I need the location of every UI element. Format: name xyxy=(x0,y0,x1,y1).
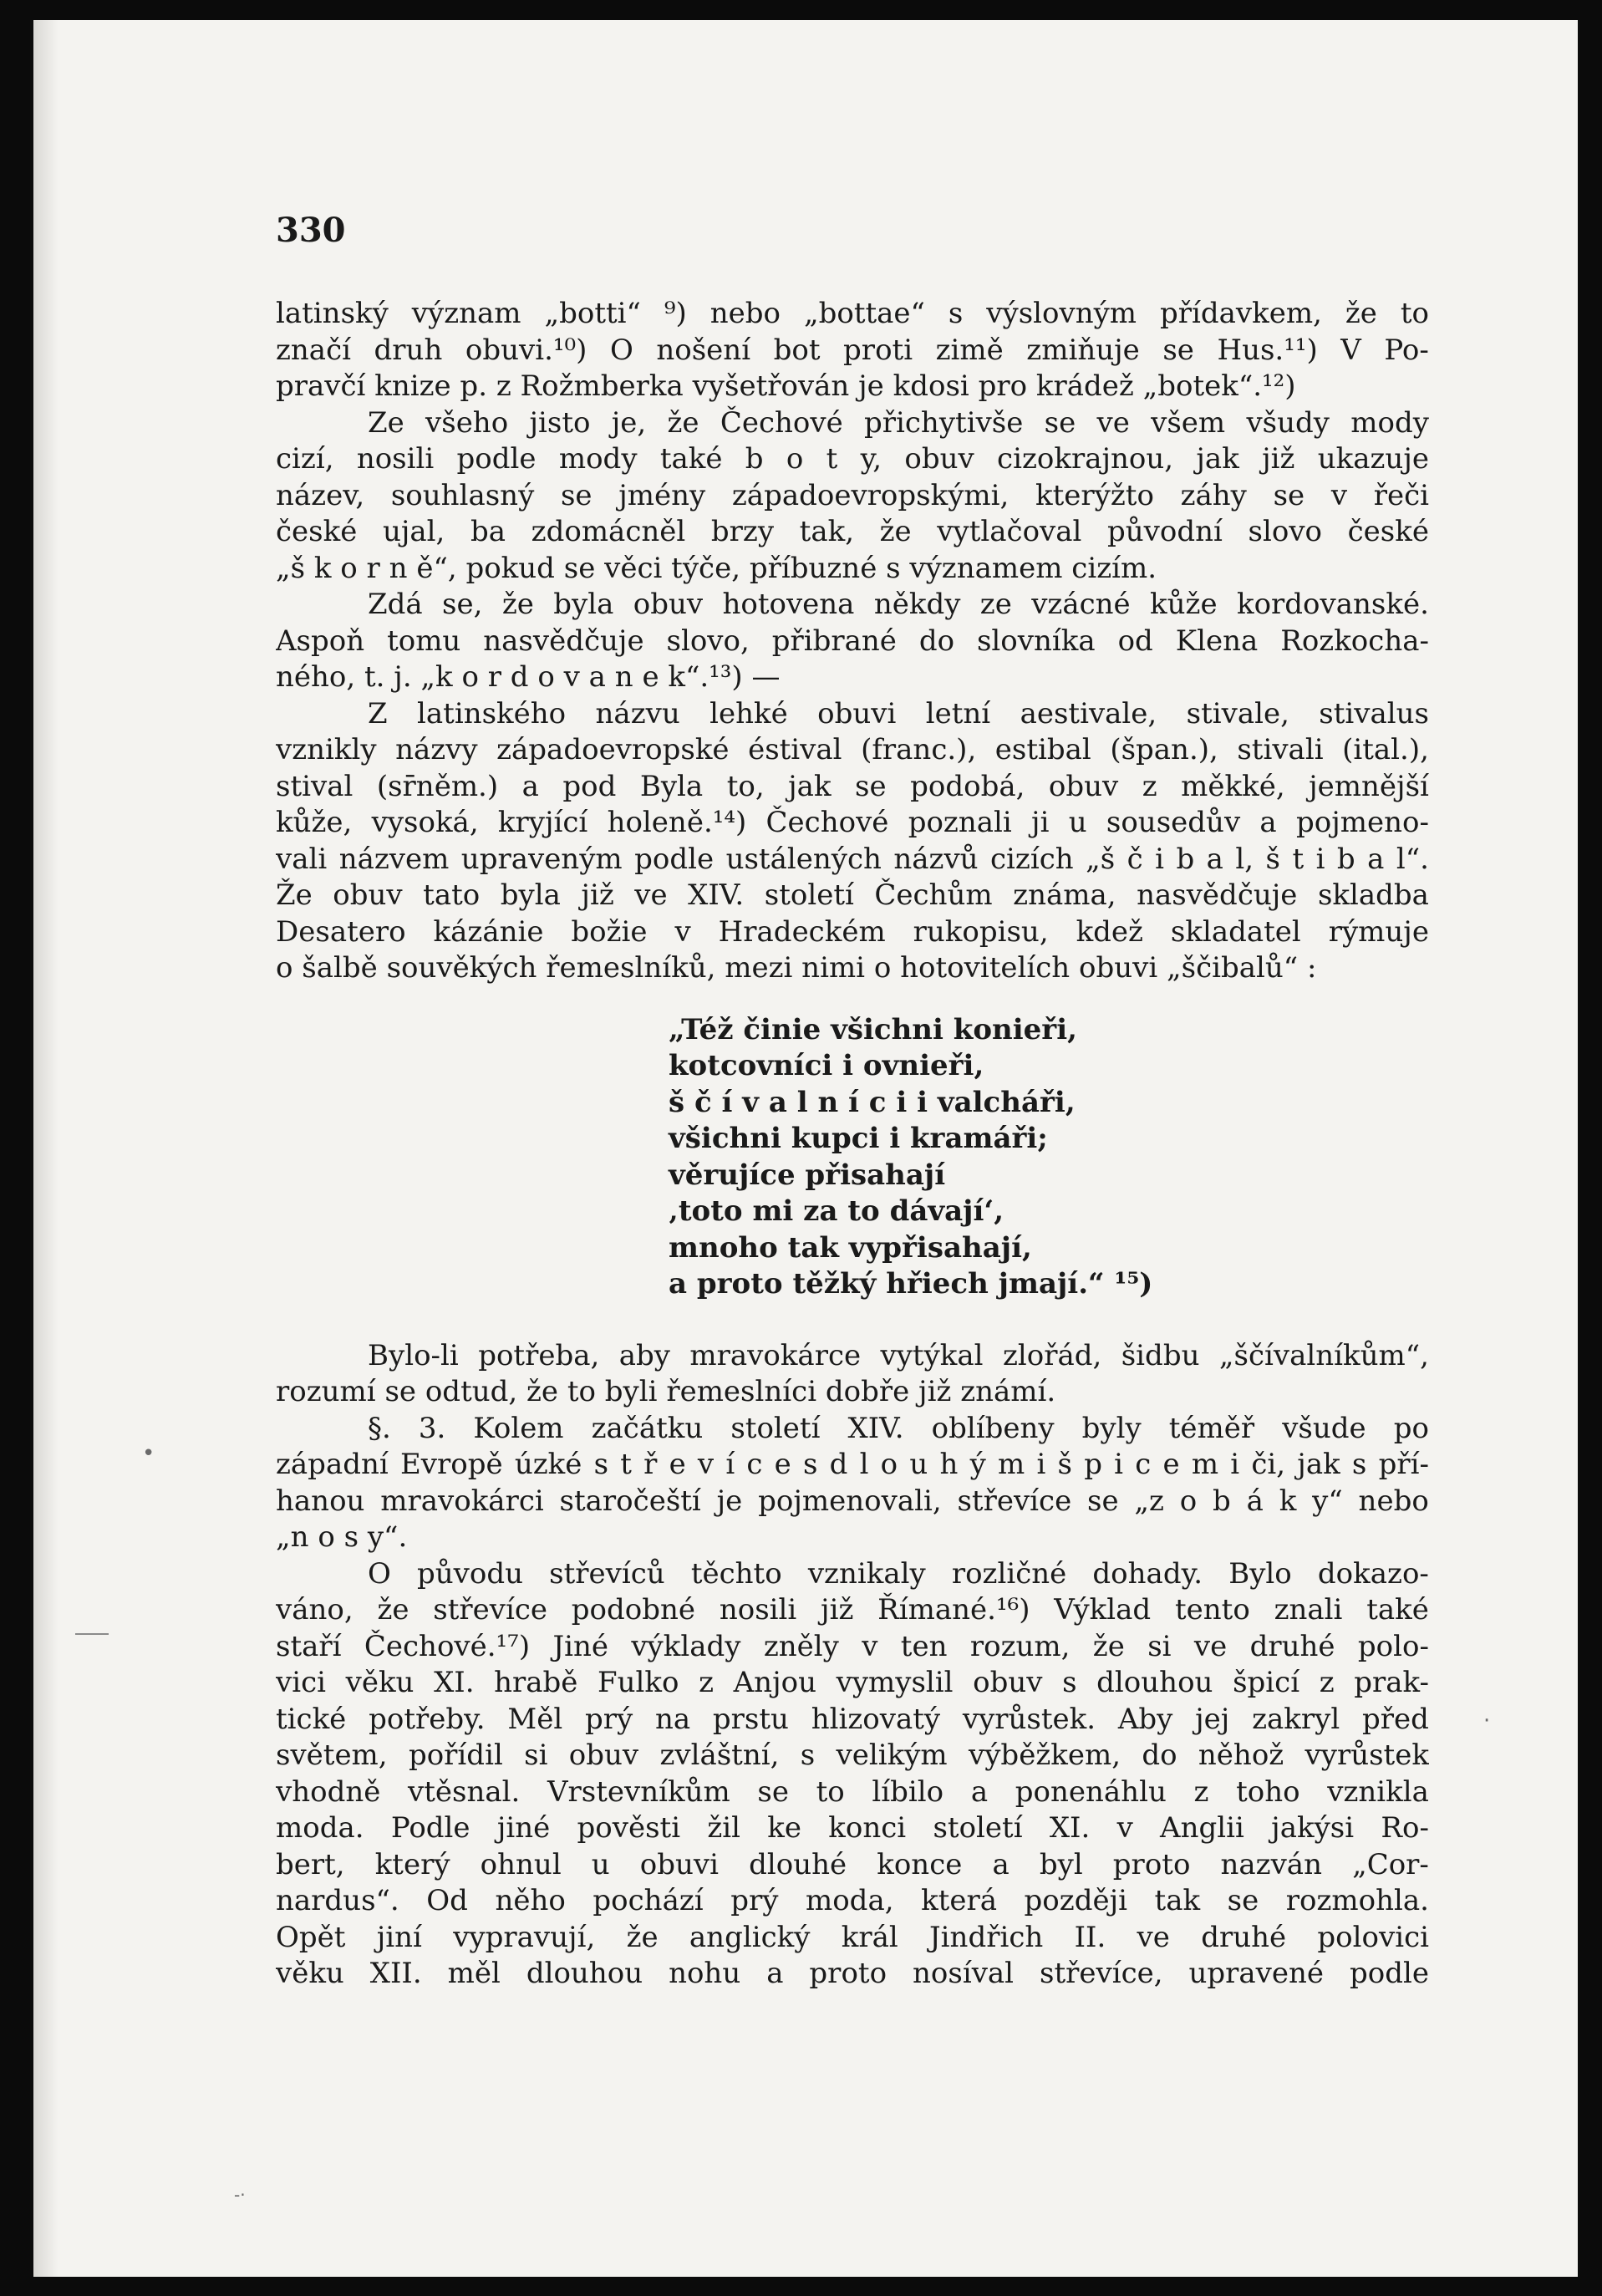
text-line: Aspoň tomu nasvědčuje slovo, přibrané do slovníka od Klena Rozkocha- xyxy=(276,624,1429,658)
text-line: moda. Podle jiné pověsti žil ke konci století XI. v Anglii jakýsi Ro- xyxy=(276,1811,1429,1845)
text-line: cizí, nosili podle mody také b o t y, obuv cizokrajnou, jak již ukazuje xyxy=(276,442,1429,476)
verse-line: a proto těžký hřiech jmají.“ ¹⁵) xyxy=(669,1267,1153,1301)
verse-line: „Též činie všichni konieři, xyxy=(669,1012,1077,1046)
text-line: o šalbě souvěkých řemeslníků, mezi nimi o hotovitelích obuvi „ščibalů“ : xyxy=(276,951,1317,985)
verse-line: všichni kupci i kramáři; xyxy=(669,1122,1048,1155)
bottom-paragraphs xyxy=(276,1338,1429,1993)
text-line: vici věku XI. hrabě Fulko z Anjou vymyslil obuv s dlouhou špicí z prak- xyxy=(276,1666,1429,1699)
top-paragraphs xyxy=(276,296,1429,987)
page-number: 330 xyxy=(276,211,346,250)
text-line: Bylo-li potřeba, aby mravokárce vytýkal zlořád, šidbu „ščívalníkům“, xyxy=(368,1338,1429,1372)
text-line: Desatero kázánie božie v Hradeckém rukopisu, kdež skladatel rýmuje xyxy=(276,914,1429,949)
text-line: Opět jiní vypravují, že anglický král Jindřich II. ve druhé polovici xyxy=(276,1920,1429,1954)
text-line: „n o s y“. xyxy=(276,1520,408,1554)
text-line: Z latinského názvu lehké obuvi letní aestivale, stivale, stivalus xyxy=(368,696,1429,731)
text-line: „š k o r n ě“, pokud se věci týče, příbuzné s významem cizím. xyxy=(276,551,1157,585)
text-line: nardus“. Od něho pochází prý moda, která později tak se rozmohla. xyxy=(276,1884,1429,1917)
paragraph xyxy=(276,1556,1429,1993)
paragraph xyxy=(276,1338,1429,1411)
text-line: české ujal, ba zdomácněl brzy tak, že vytlačoval původní slovo české xyxy=(276,515,1429,548)
paragraph xyxy=(276,296,1429,405)
paragraph xyxy=(276,696,1429,987)
text-line: staří Čechové.¹⁷) Jiné výklady zněly v ten rozum, že si ve druhé polo- xyxy=(276,1629,1429,1663)
paragraph xyxy=(276,1411,1429,1556)
text-line: ného, t. j. „k o r d o v a n e k“.¹³) — xyxy=(276,660,781,694)
text-line: kůže, vysoká, kryjící holeně.¹⁴) Čechové poznali ji u sousedův a pojmeno- xyxy=(276,806,1429,839)
verse-line: věrujíce přisahají xyxy=(669,1158,946,1192)
text-line: věku XII. měl dlouhou nohu a proto nosíval střevíce, upravené podle xyxy=(276,1957,1429,1990)
margin-tick-mark: -· xyxy=(234,2185,246,2205)
text-line: světem, pořídil si obuv zvláštní, s velikým výběžkem, do něhož vyrůstek xyxy=(276,1739,1429,1772)
verse-line: kotcovníci i ovnieři, xyxy=(669,1049,984,1082)
text-line: váno, že střevíce podobné nosili již Římané.¹⁶) Výklad tento znali také xyxy=(276,1593,1429,1627)
text-line: vhodně vtěsnal. Vrstevníkům se to líbilo a ponenáhlu z toho vznikla xyxy=(276,1774,1429,1809)
text-line: hanou mravokárci staročeští je pojmenovali, střevíce se „z o b á k y“ nebo xyxy=(276,1484,1429,1518)
text-line: latinský význam „botti“ ⁹) nebo „bottae“ s výslovným přídavkem, že to xyxy=(276,297,1429,330)
text-line: O původu střevíců těchto vznikaly rozličné dohady. Bylo dokazo- xyxy=(368,1556,1429,1591)
text-line: rozumí se odtud, že to byli řemeslníci dobře již známí. xyxy=(276,1375,1056,1408)
verse-line: mnoho tak vypřisahají, xyxy=(669,1230,1032,1265)
paragraph xyxy=(276,405,1429,588)
verse-quotation xyxy=(276,1012,1429,1303)
margin-dot: • xyxy=(142,1441,155,1466)
text-line: stival (sr̄něm.) a pod Byla to, jak se podobá, obuv z měkké, jemnější xyxy=(276,769,1429,803)
paragraph xyxy=(276,587,1429,696)
text-line: pravčí knize p. z Rožmberka vyšetřován je kdosi pro krádež „botek“.¹²) xyxy=(276,369,1296,403)
text-line: název, souhlasný se jmény západoevropskými, kterýžto záhy se v řeči xyxy=(276,478,1429,512)
verse-line: ‚toto mi za to dávají‘, xyxy=(669,1194,1004,1228)
body-text xyxy=(276,296,1429,1993)
text-line: bert, který ohnul u obuvi dlouhé konce a byl proto nazván „Cor- xyxy=(276,1847,1429,1881)
text-line: tické potřeby. Měl prý na prstu hlizovatý vyrůstek. Aby jej zakryl před xyxy=(276,1702,1429,1736)
text-line: vznikly názvy západoevropské éstival (franc.), estibal (špan.), stivali (ital.), xyxy=(276,733,1429,766)
margin-dot-right: · xyxy=(1483,1708,1491,1733)
text-line: značí druh obuvi.¹⁰) O nošení bot proti zimě zmiňuje se Hus.¹¹) V Po- xyxy=(276,333,1429,367)
text-line: západní Evropě úzké s t ř e v í c e s d l o u h ý m i š p i c e m i či, jak s pří- xyxy=(276,1448,1429,1481)
book-page xyxy=(33,20,1578,2277)
text-line: Zdá se, že byla obuv hotovena někdy ze vzácné kůže kordovanské. xyxy=(368,588,1429,621)
text-line: §. 3. Kolem začátku století XIV. oblíbeny byly téměř všude po xyxy=(368,1411,1429,1445)
text-line: Ze všeho jisto je, že Čechové přichytivše se ve všem všudy mody xyxy=(368,405,1429,440)
text-line: Že obuv tato byla již ve XIV. století Čechům známa, nasvědčuje skladba xyxy=(276,878,1429,912)
text-line: vali názvem upraveným podle ustálených názvů cizích „š č i b a l, š t i b a l“. xyxy=(276,842,1429,876)
verse-line: š č í v a l n í c i i valcháři, xyxy=(669,1085,1076,1119)
margin-dash-mark xyxy=(75,1633,109,1635)
page-gutter-shadow xyxy=(33,20,58,2277)
